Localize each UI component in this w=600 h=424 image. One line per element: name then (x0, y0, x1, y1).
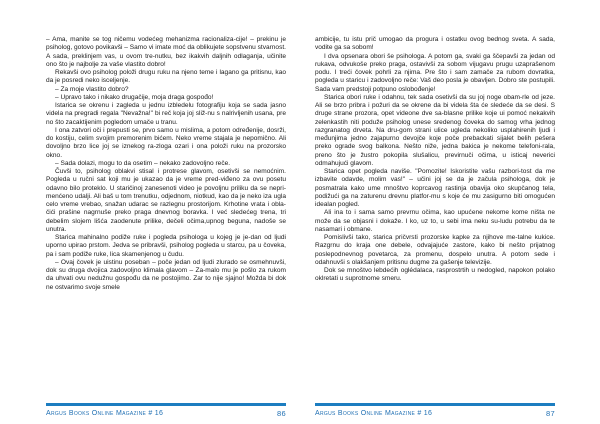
paragraph: Rekavši ovo psiholog položi drugu ruku na njeno teme i lagano ga pritisnu, kao da je posredi neko isceljenje. (46, 69, 286, 85)
page-number: 86 (277, 409, 286, 418)
paragraph: Istarica se okrenu i zagleda u jednu izbledelu fotografiju koja se sada jasno videla na pregradi regala "Nevažna!" bi reč koja joj sliž-nu s nalrivljenih usana, pre no što zacaktijenim pogledom umače u tranu. (46, 102, 286, 126)
paragraph: Starica opet pogleda naviše. "Pomozite! Iskoristite vašu razbori-tost da me izbavite odavde, molim vas!" – učini joj se da je začula psihologa, dok je posmatrala kako ume mnoštvo koprcavog rastinja obavija oko skupčanog tela, podižući ga na zaturenu drevnu platfor-mu s koje će mu zasigurno biti omogućen idealan pogled. (315, 168, 555, 208)
magazine-title: Argus Books Online Magazine # 16 (46, 410, 164, 417)
paragraph: Dok se mnoštvo lebdećih oglédalaca, rasprostrtih u nedogled, napokon polako oklretati u suprotnome smeru. (315, 267, 555, 283)
footer-rule (46, 403, 286, 406)
paragraph: – Za moje vlastito dobro? (55, 85, 129, 93)
paragraph: Pomislivši tako, starica pričvrsti prozorske kapke za njihove me-talne kukice. Razgrnu do kraja one debele, odvajajuće zastore, kako bi nešto prijatnog poslepodnevnog povetarca, za promenu, dospelo unutra. A potom sede i odahnuvši s olakšanjem pritisnu dugme za gašenje televizije. (315, 234, 555, 266)
paragraph: – Ama, manite se tog ničemu vodećeg mehanizma racionaliza-cije! – prekinu je psiholog, gotovo povikavši – Samo vi imate moć da oblikujete sopstvenu stvarnost. A sada, preklinjem vas, u ovom tre-nutku, bez ikakvih daljnih odlaganja, učinite ono što je najbolje za vaše vlastito dobro! (46, 36, 286, 68)
paragraph: Čuvši to, psiholog oblakvi stisal i protrese glavom, osetivši se nemoćnim. Pogleda u ručni sat koji mu je ukazao da je vreme pred-viđeno za ovu posetu odavno bilo proteklo. U staričinoj zanesenoti video je povoljnu priliku da se neprimenćeno udalji. Ali baš u tom trenutku, odjednom, niotkud, kao da je neko iza ugla celo vreme vrebao, snažan udarac se razlegnu prostorijom. Krhotine vrata i obla-čići prašine nagrnuše preko praga dnevnog boravka. I već sledećeg trena, tri debelim slojem lišća zaodenute prilike, dečeli očima,upnog beguna, nadoše se unutra. (46, 168, 286, 233)
right-page (300, 0, 600, 424)
footer-rule (315, 403, 555, 406)
paragraph: Starica mahinalno podiže ruke i pogleda psihologa u kojeg je je-dan od ljudi uporno upirao prstom. Jedva se pribravši, psiholog pogleda u starcu, pa u čoveka, pa i sam podiže ruke, lica skamenjenog u čudu. (46, 234, 286, 258)
page-number: 87 (546, 409, 555, 418)
paragraph: Ali ina to i sama samo prevrnu očima, kao upućene nekome kome ništa ne može da se objasni i dokaže. I ko, uz to, u sebi ima neku su-ludu potrebu da te nasamari i obmane. (315, 209, 555, 233)
magazine-title: Argus Books Online Magazine # 16 (315, 410, 433, 417)
page-footer (46, 409, 286, 419)
left-page-body (46, 36, 286, 394)
paragraph: I dva opsenara obori še psihologa. A potom ga, svaki ga ščepavši za jedan od rukava, odvukoše preko praga, ostavivši za sobom vijugavu prugu uzaprašenom podu. I treći čovek pohrli za njima. Pre što i sam zamače za rubom dovratka, pogleda u staricu i zadovoljno reče: Vaš deo posla je obavljen. Dobro ste postupili. Sada vam predstoji potpuno oslobođenje! (315, 52, 555, 93)
paragraph: ambicije, tu istu prič umogao da progura i ostatku ovog bednog sveta. A sada, vodite ga sa sobom! (315, 36, 555, 52)
paragraph: I ona zatvori oči i prepusti se, prvo samo u mislima, a potom određenije, dosrži, do kostiju, celim svojim premorenim bićem. Neko vreme stajala je nepomično. Ali dovoljno brzo lice joj se iznekog ra-zloga ozari i ona položi ruku na prozorsko okno. (46, 126, 286, 159)
paragraph: Starica obori ruke i odahnu, tek sada osetivši da su joj noge obam-rle od jeze. Ali se brzo pribra i požuri da se okrene da bi videla šta će sledeće da se desi. S druge strane prozora, opet videone dve sa-blasne prilike koje ui pomoć nekakvih zelenkastih niti poduže psiholog unese sredenog čoveka do samog vrha jednog razgranatog drveta. Na dru-gom strani ulice ugleda nekoliko usplahirenih ljudi i međunjima jedno zajapurno devojče koje poče prebackati sijalet belih pešera preko ograde svog balkona. Nešto niže, jedna bakica je nekome telefoni-rala, preno što je žustro pokopila slušalicu, previrnuči očima, u isticaj neverici odmahujući glavom. (315, 93, 555, 167)
right-page-body (315, 36, 555, 394)
paragraph: – Sada dolazi, mogu to da osetim – nekako zadovoljno reče. (55, 159, 231, 167)
paragraph: – Upravo tako i nikako drugačije, moja draga gospođo! (55, 93, 214, 101)
paragraph: – Ovaj čovek je uistinu poseban – poče jedan od ljudi zlurado se osmehnuvši, dok su druga dvojica zadovoljno klimala glavom – Za-malo mu je pošlo za rukom da uhvati ovu nedužnu gospođu da ne postojimo. Zar to nije sjajno! Možda bi dok ne ostvarimo svoje smele (46, 258, 286, 291)
page-footer (315, 409, 555, 419)
